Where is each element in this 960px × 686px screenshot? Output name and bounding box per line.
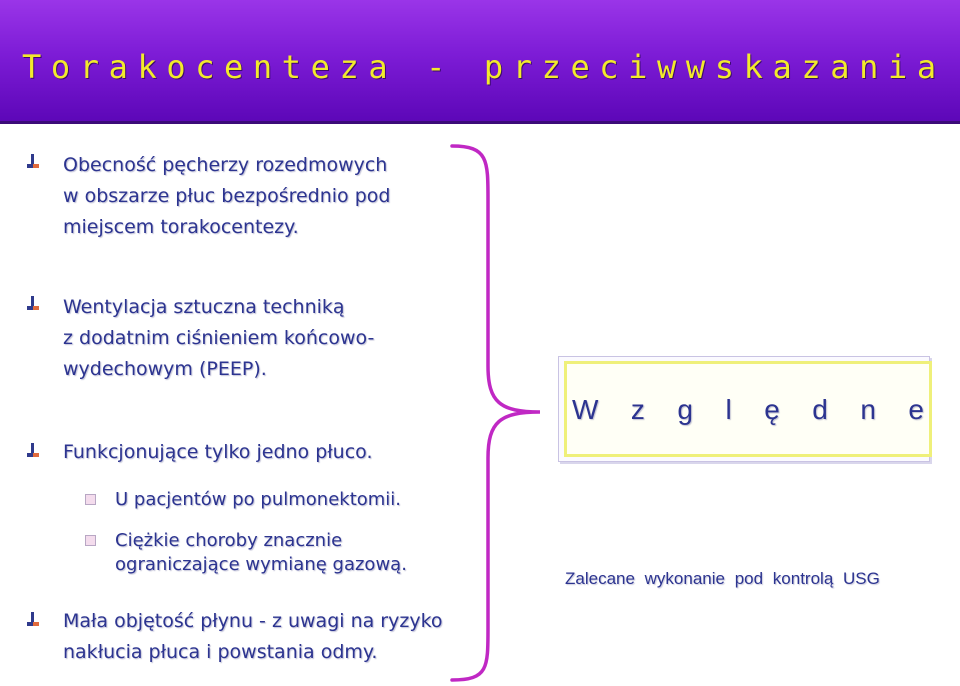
subitem-2-text <box>115 529 407 577</box>
item-3-text <box>63 437 372 468</box>
subitem-2-line-2: ograniczające wymianę gazową. <box>115 554 407 575</box>
bullet-icon <box>27 154 39 169</box>
item-2-line-3: wydechowym (PEEP). <box>63 358 267 380</box>
item-1-text <box>63 150 390 243</box>
item-3-line-1: Funkcjonujące tylko jedno płuco. <box>63 441 373 463</box>
badge-label <box>572 394 924 426</box>
item-1-line-3: miejscem torakocentezy. <box>63 216 299 238</box>
bullet-icon <box>27 443 39 458</box>
item-2-text <box>63 292 374 385</box>
item-1-line-1: Obecność pęcherzy rozedmowych <box>63 154 388 176</box>
item-4-text <box>63 606 443 668</box>
sub-bullet-icon <box>85 494 96 505</box>
item-1-line-2: w obszarze płuc bezpośrednio pod <box>63 185 391 207</box>
subitem-1-line-1: U pacjentów po pulmonektomii. <box>115 489 402 510</box>
ultrasound-note: Zalecane wykonanie pod kontrolą USG <box>565 569 880 588</box>
subitem-2-line-1: Ciężkie choroby znacznie <box>115 530 343 551</box>
item-2-line-2: z dodatnim ciśnieniem końcowo- <box>63 327 375 349</box>
subitem-1-text <box>115 488 401 512</box>
badge-letter: W <box>572 394 599 425</box>
badge-letter: n <box>860 394 876 425</box>
bullet-icon <box>27 612 39 627</box>
badge-letter: g <box>677 394 693 425</box>
item-4-line-1: Mała objętość płynu - z uwagi na ryzyko <box>63 610 443 632</box>
curly-brace <box>440 140 550 685</box>
item-4-line-2: nakłucia płuca i powstania odmy. <box>63 641 378 663</box>
slide-title: Torakocenteza - przeciwwskazania <box>22 48 946 86</box>
badge-letter: e <box>908 394 924 425</box>
badge-letter: d <box>812 394 828 425</box>
badge-letter: l <box>725 394 732 425</box>
sub-bullet-icon <box>85 535 96 546</box>
badge-letter: ę <box>764 394 780 425</box>
title-bar <box>0 0 960 124</box>
bullet-icon <box>27 296 39 311</box>
item-2-line-1: Wentylacja sztuczna techniką <box>63 296 345 318</box>
badge-letter: z <box>630 394 645 425</box>
